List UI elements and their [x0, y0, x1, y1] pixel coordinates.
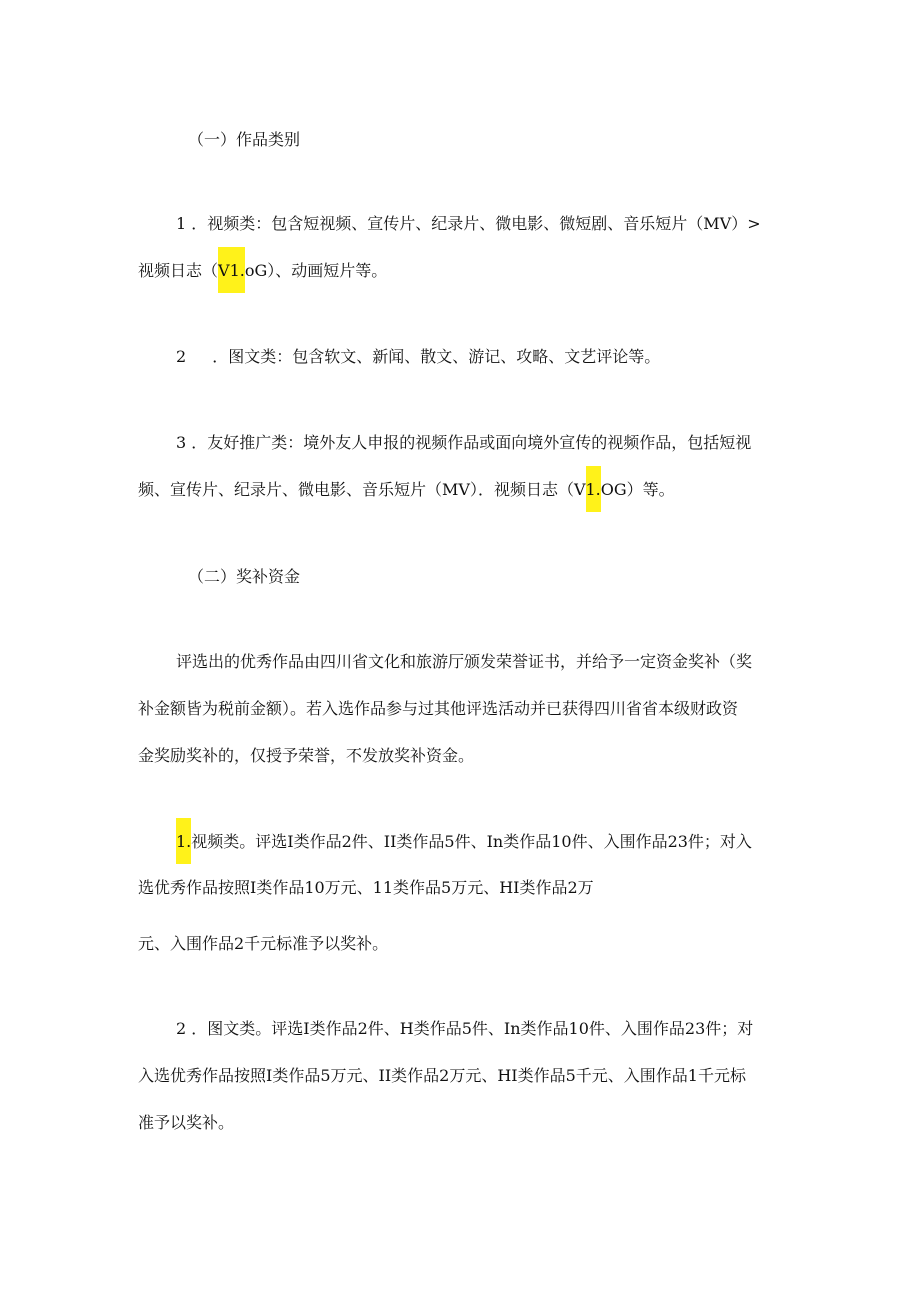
category-1-highlight: V1. — [218, 247, 245, 293]
category-3-line2-a: 频、宣传片、纪录片、微电影、音乐短片（MV）．视频日志（V — [138, 480, 586, 499]
intro-line1: 评选出的优秀作品由四川省文化和旅游厅颁发荣誉证书，并给予一定资金奖补（奖 — [176, 652, 753, 671]
category-1-text: ．视频类：包含短视频、宣传片、纪录片、微电影、微短剧、音乐短片（MV）> — [191, 214, 761, 233]
section1-heading: （一）作品类别 — [188, 130, 301, 149]
category-3-highlight: 1. — [586, 466, 601, 512]
category-3-line2-b: OG）等。 — [600, 480, 675, 499]
award-1-line2: 选优秀作品按照I类作品10万元、11类作品5万元、HI类作品2万 — [138, 878, 594, 897]
award-1-line1 — [176, 830, 752, 854]
award-2-line2: 入选优秀作品按照I类作品5万元、II类作品2万元、HI类作品5千元、入围作品1千元标 — [138, 1066, 746, 1085]
category-1-line2-a: 视频日志（ — [138, 261, 219, 280]
category-1-line2-b: oG）、动画短片等。 — [244, 261, 388, 280]
category-2-number: 2 — [176, 347, 187, 366]
category-3-line2 — [138, 478, 675, 502]
category-3-line1 — [176, 431, 751, 455]
intro-line3: 金奖励奖补的，仅授予荣誉，不发放奖补资金。 — [138, 746, 475, 765]
intro-line2: 补金额皆为税前金额）。若入选作品参与过其他评选活动并已获得四川省省本级财政资 — [138, 699, 739, 718]
category-2-text: ．图文类：包含软文、新闻、散文、游记、攻略、文艺评论等。 — [212, 347, 661, 366]
award-2-line1 — [176, 1017, 753, 1041]
award-2-line3: 准予以奖补。 — [138, 1113, 235, 1132]
category-2-line — [176, 345, 660, 369]
category-1-line2 — [138, 259, 387, 283]
category-1-line1 — [176, 212, 761, 236]
section2-heading: （二）奖补资金 — [188, 567, 301, 586]
category-1-number: 1 — [176, 214, 187, 233]
award-2-text: ．图文类。评选I类作品2件、H类作品5件、In类作品10件、入围作品23件；对 — [191, 1019, 754, 1038]
award-1-number-highlight: 1. — [176, 818, 191, 864]
category-3-number: 3 — [176, 433, 187, 452]
award-1-text: 视频类。评选I类作品2件、II类作品5件、In类作品10件、入围作品23件；对入 — [191, 832, 752, 851]
award-2-number: 2 — [176, 1019, 187, 1038]
category-3-text: ．友好推广类：境外友人申报的视频作品或面向境外宣传的视频作品，包括短视 — [191, 433, 752, 452]
award-1-line3: 元、入围作品2千元标准予以奖补。 — [138, 934, 389, 953]
